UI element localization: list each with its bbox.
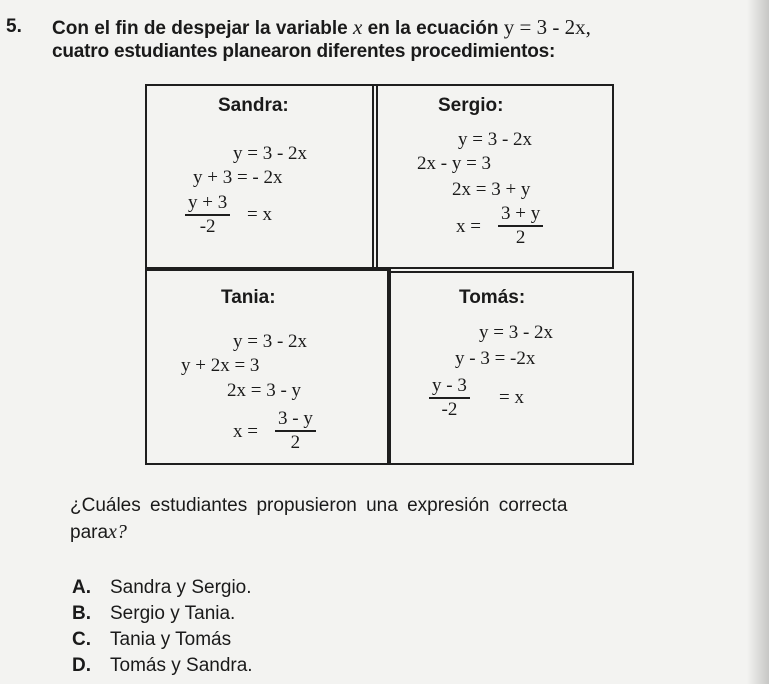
prompt-line-1: ¿Cuáles estudiantes propusieron una expresión correcta xyxy=(70,495,568,516)
tania-fraction xyxy=(275,409,316,453)
tomas-step-3: = x xyxy=(499,387,524,408)
question-text-mid: en la ecuación xyxy=(367,18,499,39)
tania-title: Tania: xyxy=(221,287,276,308)
sandra-fraction-numerator: y + 3 xyxy=(185,193,230,216)
prompt-line-2 xyxy=(70,521,127,544)
prompt-variable: x? xyxy=(108,521,127,543)
tomas-fraction xyxy=(429,376,470,420)
sergio-title: Sergio: xyxy=(438,95,504,116)
question-line-2: cuatro estudiantes planearon diferentes procedimientos: xyxy=(52,41,556,62)
sergio-fraction-numerator: 3 + y xyxy=(498,204,543,227)
tania-step-2: y + 2x = 3 xyxy=(181,355,260,376)
prompt-text: para xyxy=(70,522,109,543)
question-line-1 xyxy=(52,15,591,40)
option-d-text: Tomás y Sandra. xyxy=(110,655,253,676)
tania-step-1: y = 3 - 2x xyxy=(233,331,308,352)
tania-box xyxy=(145,269,391,465)
option-c[interactable] xyxy=(72,629,231,651)
sandra-fraction-denominator: -2 xyxy=(199,216,216,237)
option-a-letter: A. xyxy=(72,577,91,598)
tania-fraction-numerator: 3 - y xyxy=(275,409,316,432)
page-edge-shadow xyxy=(747,0,769,684)
sergio-step-3: 2x = 3 + y xyxy=(452,179,531,200)
sandra-step-3: = x xyxy=(247,204,272,225)
sandra-box xyxy=(145,84,378,269)
tomas-title: Tomás: xyxy=(459,287,526,308)
option-b-letter: B. xyxy=(72,603,91,624)
tania-fraction-denominator: 2 xyxy=(290,432,301,453)
option-c-text: Tania y Tomás xyxy=(110,629,232,650)
tomas-fraction-numerator: y - 3 xyxy=(429,376,470,399)
option-a[interactable] xyxy=(72,577,252,599)
tomas-fraction-denominator: -2 xyxy=(441,399,458,420)
option-b-text: Sergio y Tania. xyxy=(110,603,236,624)
sergio-fraction xyxy=(498,204,543,248)
tomas-step-2: y - 3 = -2x xyxy=(455,348,536,369)
sandra-fraction xyxy=(185,193,230,237)
option-d-letter: D. xyxy=(72,655,91,676)
sergio-fraction-denominator: 2 xyxy=(515,227,526,248)
question-equation: y = 3 - 2x, xyxy=(503,15,591,39)
sergio-step-1: y = 3 - 2x xyxy=(458,129,533,150)
question-text-start: Con el fin de despejar la variable xyxy=(52,18,348,39)
tomas-box xyxy=(387,271,634,465)
option-b[interactable] xyxy=(72,603,235,625)
tania-step-4: x = xyxy=(233,421,258,442)
tania-step-3: 2x = 3 - y xyxy=(227,380,302,401)
sergio-box xyxy=(372,84,614,269)
option-c-letter: C. xyxy=(72,629,91,650)
question-variable: x xyxy=(352,15,363,39)
option-d[interactable] xyxy=(72,655,253,677)
sergio-step-2: 2x - y = 3 xyxy=(417,153,492,174)
tomas-step-1: y = 3 - 2x xyxy=(479,322,554,343)
sandra-step-2: y + 3 = - 2x xyxy=(193,167,283,188)
question-number: 5. xyxy=(6,16,22,37)
sergio-step-4: x = xyxy=(456,216,481,237)
sandra-title: Sandra: xyxy=(218,95,289,116)
option-a-text: Sandra y Sergio. xyxy=(110,577,252,598)
sandra-step-1: y = 3 - 2x xyxy=(233,143,308,164)
